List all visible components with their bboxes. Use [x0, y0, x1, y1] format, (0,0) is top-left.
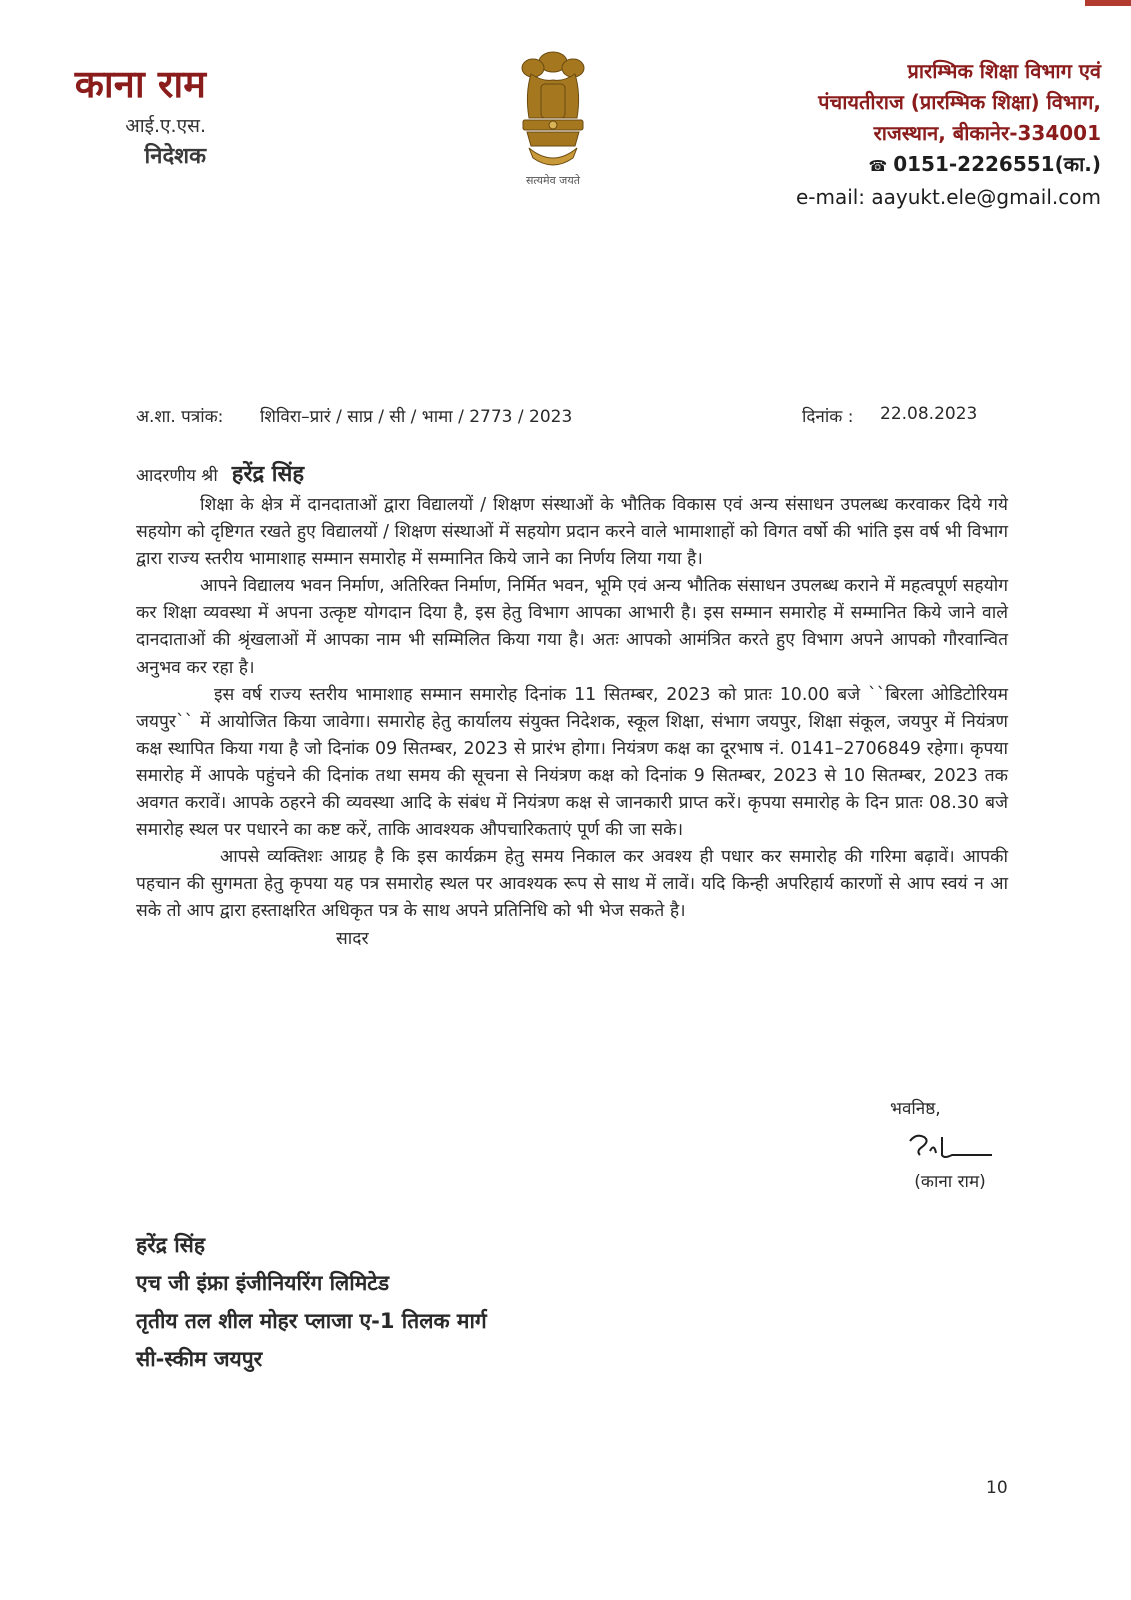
reference-row [136, 404, 986, 430]
department-line-2: पंचायतीराज (प्रारम्भिक शिक्षा) विभाग, [818, 90, 1101, 114]
department-line-1: प्रारम्भिक शिक्षा विभाग एवं [907, 59, 1101, 83]
reference-number: शिविरा–प्रारं / साप्र / सी / भामा / 2773 / 2023 [260, 407, 573, 427]
addressee-block [136, 1226, 487, 1378]
national-emblem [503, 48, 603, 198]
lion-capital-emblem-icon [511, 48, 595, 172]
page-number: 10 [986, 1478, 1008, 1498]
body-paragraph-3: इस वर्ष राज्य स्तरीय भामाशाह सम्मान समारोह दिनांक 11 सितम्बर, 2023 को प्रातः 10.00 बजे ``बिरला ओडिटोरियम जयपुर`` में आयोजित किया जावेगा। समारोह हेतु कार्यालय संयुक्त निदेशक, स्कूल शिक्षा, संभाग जयपुर, शिक्षा संकूल, जयपुर में नियंत्रण कक्ष स्थापित किया गया है जो दिनांक 09 सितम्बर, 2023 से प्रारंभ होगा। नियंत्रण कक्ष का दूरभाष नं. 0141–2706849 रहेगा। कृपया समारोह में आपके पहुंचने की दिनांक तथा समय की सूचना से नियंत्रण कक्ष को दिनांक 9 सितम्बर, 2023 से 10 सितम्बर, 2023 तक अवगत करावें। आपके ठहरने की व्यवस्था आदि के संबंध में नियंत्रण कक्ष से जानकारी प्राप्त करें। कृपया समारोह के दिन प्रातः 08.30 बजे समारोह स्थल पर पधारने का कष्ट करें, ताकि आवश्यक औपचारिकताएं पूर्ण की जा सके। [136, 684, 1008, 841]
addressee-company: एच जी इंफ्रा इंजीनियरिंग लिमिटेड [136, 1271, 390, 1295]
date-label: दिनांक : [802, 407, 854, 427]
salutation [136, 458, 304, 488]
letterhead-department [721, 56, 1101, 213]
salutation-name: हरेंद्र सिंह [231, 462, 305, 487]
reference-label: अ.शा. पत्रांक: [136, 407, 224, 427]
closing-regards: सादर [336, 928, 369, 949]
letter-body [136, 492, 1008, 953]
addressee-name: हरेंद्र सिंह [136, 1233, 205, 1257]
signatory-name: (काना राम) [914, 1172, 986, 1192]
body-paragraph-1: शिक्षा के क्षेत्र में दानदाताओं द्वारा विद्यालयों / शिक्षण संस्थाओं के भौतिक विकास एवं अन्य संसाधन उपलब्ध करवाकर दिये गये सहयोग को दृष्टिगत रखते हुए विद्यालयों / शिक्षण संस्थाओं में सहयोग प्रदान करने वाले भामाशाहों को विगत वर्षो की भांति इस वर्ष भी विभाग द्वारा राज्य स्तरीय भामाशाह सम्मान समारोह में सम्मानित किये जाने का निर्णय लिया गया है। [136, 495, 1008, 570]
director-name: काना राम [74, 62, 206, 106]
addressee-address-line-1: तृतीय तल शील मोहर प्लाजा ए-1 तिलक मार्ग [136, 1309, 487, 1333]
salutation-greeting: आदरणीय श्री [136, 466, 218, 486]
handwritten-signature [902, 1129, 998, 1163]
body-paragraph-4: आपसे व्यक्तिशः आग्रह है कि इस कार्यक्रम हेतु समय निकाल कर अवश्य ही पधार कर समारोह की गरिमा बढ़ावें। आपकी पहचान की सुगमता हेतु कृपया यह पत्र समारोह स्थल पर आवश्यक रूप से साथ में लावें। यदि किन्ही अपरिहार्य कारणों से आप स्वयं न आ सके तो आप द्वारा हस्ताक्षरित अधिकृत पत्र के साथ अपने प्रतिनिधि को भी भेज सकते है। [136, 847, 1008, 922]
director-service: आई.ए.एस. [125, 115, 206, 137]
addressee-address-line-2: सी-स्कीम जयपुर [136, 1347, 263, 1371]
page-corner-mark [1085, 0, 1131, 6]
telephone-icon: ☎ [868, 157, 888, 175]
director-designation: निदेशक [144, 144, 206, 169]
valediction: भवनिष्ठ, [890, 1099, 941, 1119]
department-location: राजस्थान, बीकानेर-334001 [873, 121, 1101, 145]
letter-date: 22.08.2023 [880, 404, 978, 424]
emblem-motto: सत्यमेव जयते [525, 174, 580, 187]
department-phone: 0151-2226551(का.) [893, 152, 1101, 176]
department-email: e-mail: aayukt.ele@gmail.com [795, 185, 1101, 209]
department-phone-row [721, 149, 1101, 182]
letterhead-sender [36, 60, 206, 174]
signature-block [880, 1096, 1020, 1192]
body-paragraph-2: आपने विद्यालय भवन निर्माण, अतिरिक्त निर्माण, निर्मित भवन, भूमि एवं अन्य भौतिक संसाधन उपलब्ध कराने में महत्वपूर्ण सहयोग कर शिक्षा व्यवस्था में अपना उत्कृष्ट योगदान दिया है, इस हेतु विभाग आपका आभारी है। इस सम्मान समारोह में सम्मानित किये जाने वाले दानदाताओं की श्रृंखलाओं में आपका नाम भी सम्मिलित किया गया है। अतः आपको आमंत्रित करते हुए विभाग अपने आपको गौरवान्वित अनुभव कर रहा है। [136, 576, 1008, 678]
